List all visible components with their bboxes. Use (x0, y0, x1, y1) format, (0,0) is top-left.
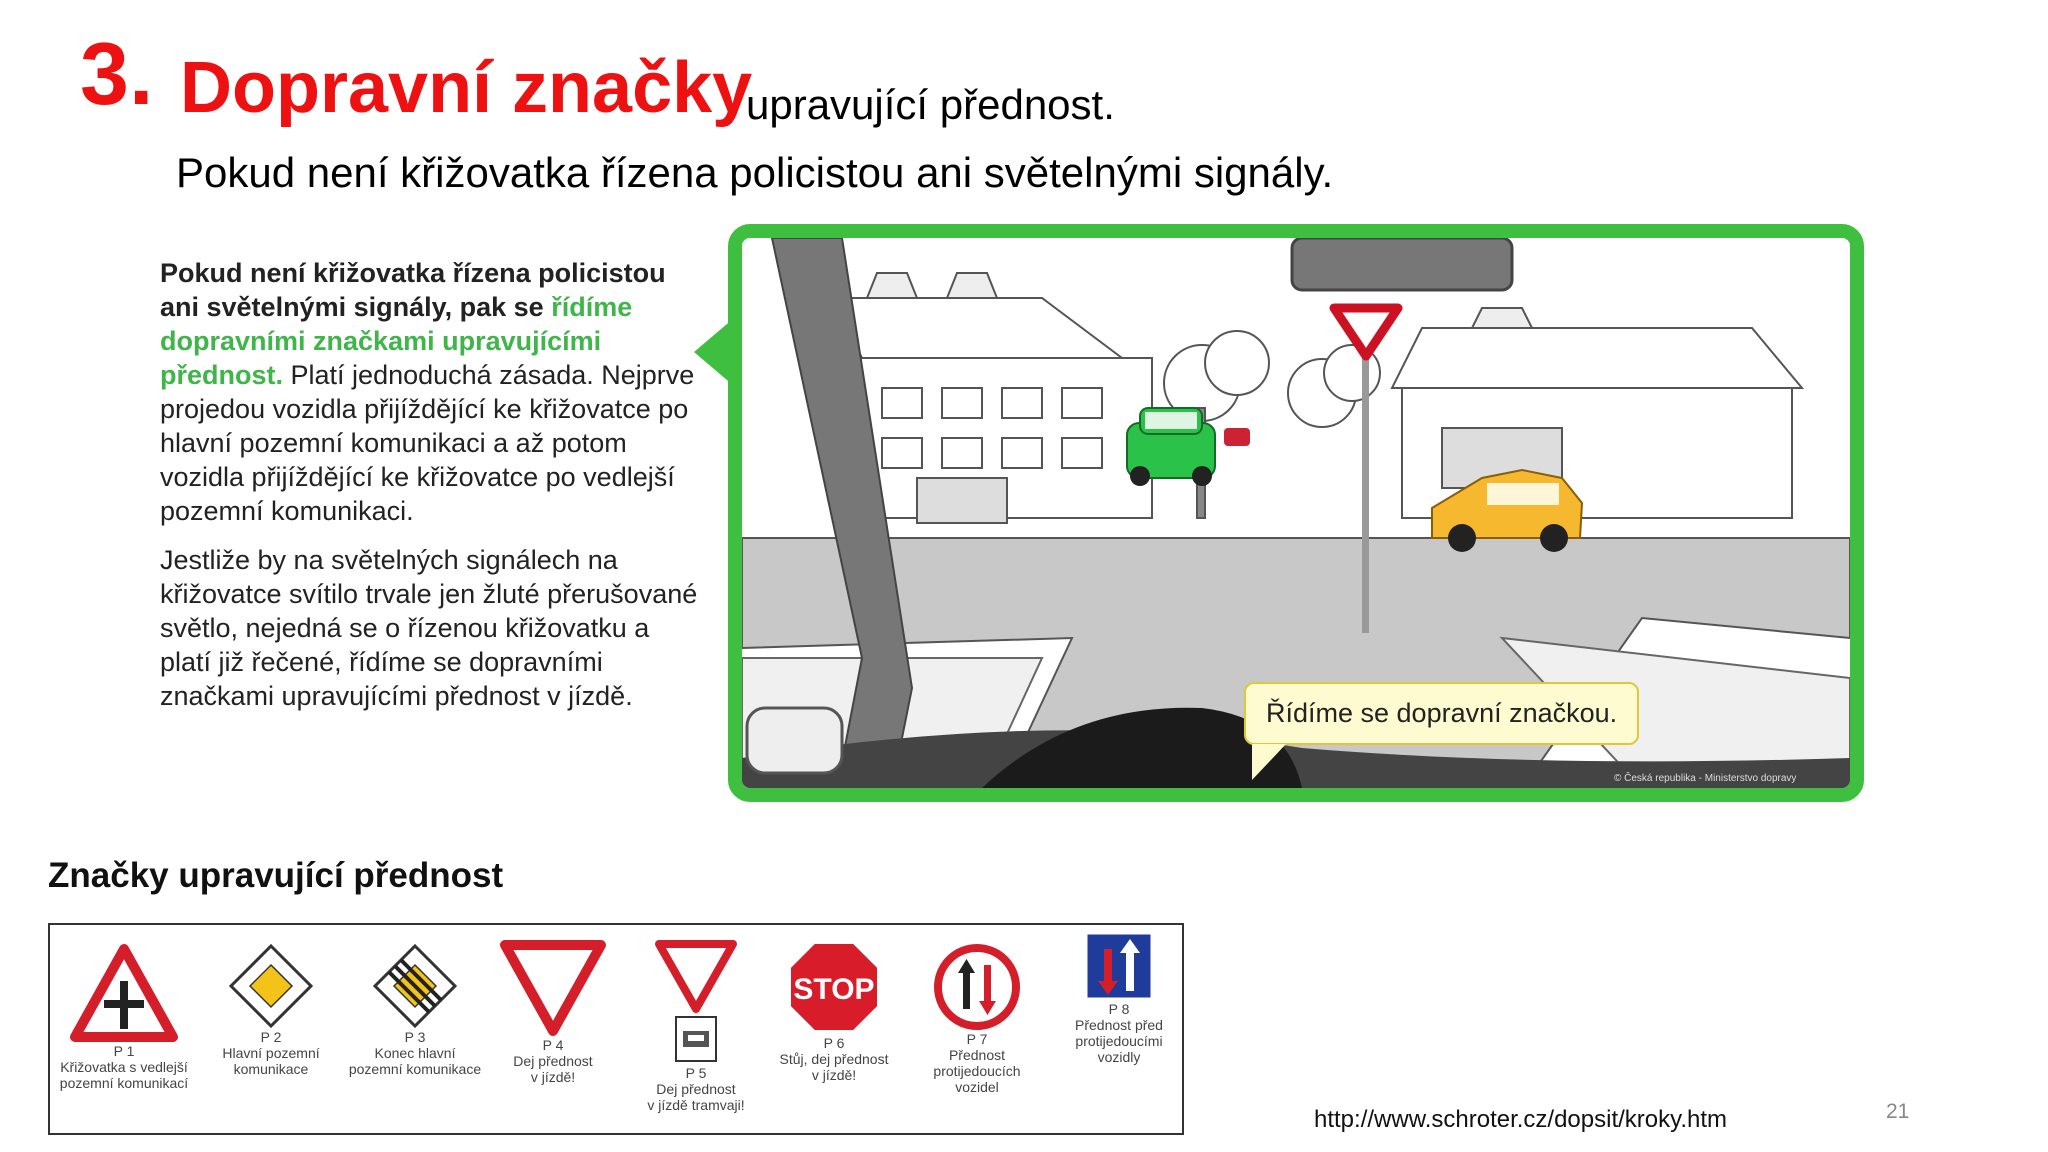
sign-code: P 7 (966, 1031, 988, 1047)
main-road-diamond-icon (228, 943, 314, 1029)
sign-label: vozidly (1097, 1049, 1141, 1065)
sign-code: P 8 (1108, 1001, 1130, 1017)
sign-label: vozidel (955, 1079, 999, 1095)
scene-caption-bubble: Řídíme se dopravní značkou. (1244, 682, 1639, 745)
sign-label: Konec hlavní (374, 1045, 456, 1061)
priority-over-oncoming-icon (1084, 931, 1154, 1001)
sign-label: protijedoucích (933, 1063, 1021, 1079)
explanation-text (160, 256, 700, 728)
sign-p8 (1060, 931, 1178, 1065)
sign-code: P 2 (260, 1029, 282, 1045)
sign-label: v jízdě tramvaji! (647, 1097, 745, 1113)
sign-code: P 6 (823, 1035, 845, 1051)
sign-label: Stůj, dej přednost (779, 1051, 889, 1067)
sign-p3 (340, 943, 490, 1077)
end-main-road-icon (372, 943, 458, 1029)
sign-label: Přednost před (1075, 1017, 1163, 1033)
paragraph-1-highlight: řídíme dopravními značkami upravujícími přednost. (160, 292, 633, 390)
sign-label: pozemní komunikací (59, 1075, 189, 1091)
signs-panel (48, 923, 1184, 1135)
sign-label: Hlavní pozemní (222, 1045, 320, 1061)
sign-label: komunikace (233, 1061, 309, 1077)
sign-label: protijedoucími (1075, 1033, 1163, 1049)
slide-title: Dopravní značky (180, 48, 753, 128)
sign-code: P 3 (404, 1029, 426, 1045)
sign-p7 (918, 943, 1036, 1095)
paragraph-1-rest: Platí jednoduchá zásada. Nejprve projedou vozidla přijíždějící ke křižovatce po hlavní pozemní komunikaci a až potom vozidla přijíždějící ke křižovatce po vedlejší pozemní komunikaci. (160, 360, 695, 526)
signs-heading: Značky upravující přednost (48, 856, 504, 895)
paragraph-1 (160, 256, 700, 528)
sign-p6 (764, 939, 904, 1083)
sign-p4 (498, 939, 608, 1085)
sign-code: P 4 (542, 1037, 564, 1053)
stop-sign-text: STOP (793, 973, 875, 1006)
section-number: 3. (80, 24, 154, 123)
slide-title-rest: upravující přednost. (746, 81, 1115, 128)
sign-p2 (212, 943, 330, 1077)
sign-p1 (58, 943, 190, 1091)
sign-code: P 1 (113, 1043, 135, 1059)
sign-label: v jízdě! (811, 1067, 857, 1083)
sign-label: Dej přednost (513, 1053, 593, 1069)
sign-p5 (634, 939, 758, 1113)
sign-label: Křižovatka s vedlejší (60, 1059, 188, 1075)
slide-subtitle: Pokud není křižovatka řízena policistou ani světelnými signály. (176, 149, 1334, 196)
stop-sign-icon (786, 939, 882, 1035)
yield-tram-icon (654, 939, 738, 1065)
rearview-mirror (1292, 238, 1512, 290)
image-credit: © Česká republika - Ministerstvo dopravy (1614, 773, 1797, 784)
yield-triangle-icon (499, 939, 607, 1037)
paragraph-1-bold: Pokud není křižovatka řízena policistou ani světelnými signály, pak se (160, 258, 666, 322)
crossroad-triangle-icon (69, 943, 179, 1043)
paragraph-2: Jestliže by na světelných signálech na křižovatce svítilo trvale jen žluté přerušované světlo, nejedná se o řízenou křižovatku a platí již řečené, řídíme se dopravními značkami upravujícími přednost v jízdě. (160, 545, 698, 711)
green-car (1127, 408, 1215, 486)
sign-label: Přednost (948, 1047, 1006, 1063)
page-number: 21 (1886, 1100, 1910, 1123)
sign-label: pozemní komunikace (348, 1061, 482, 1077)
side-mirror (747, 708, 842, 773)
bubble-tail (1252, 744, 1286, 780)
sign-label: v jízdě! (530, 1069, 576, 1085)
sign-code: P 5 (685, 1065, 707, 1081)
oncoming-priority-icon (933, 943, 1021, 1031)
red-car (1224, 428, 1250, 446)
sign-label: Dej přednost (656, 1081, 736, 1097)
source-url[interactable]: http://www.schroter.cz/dopsit/kroky.htm (1314, 1106, 1728, 1133)
